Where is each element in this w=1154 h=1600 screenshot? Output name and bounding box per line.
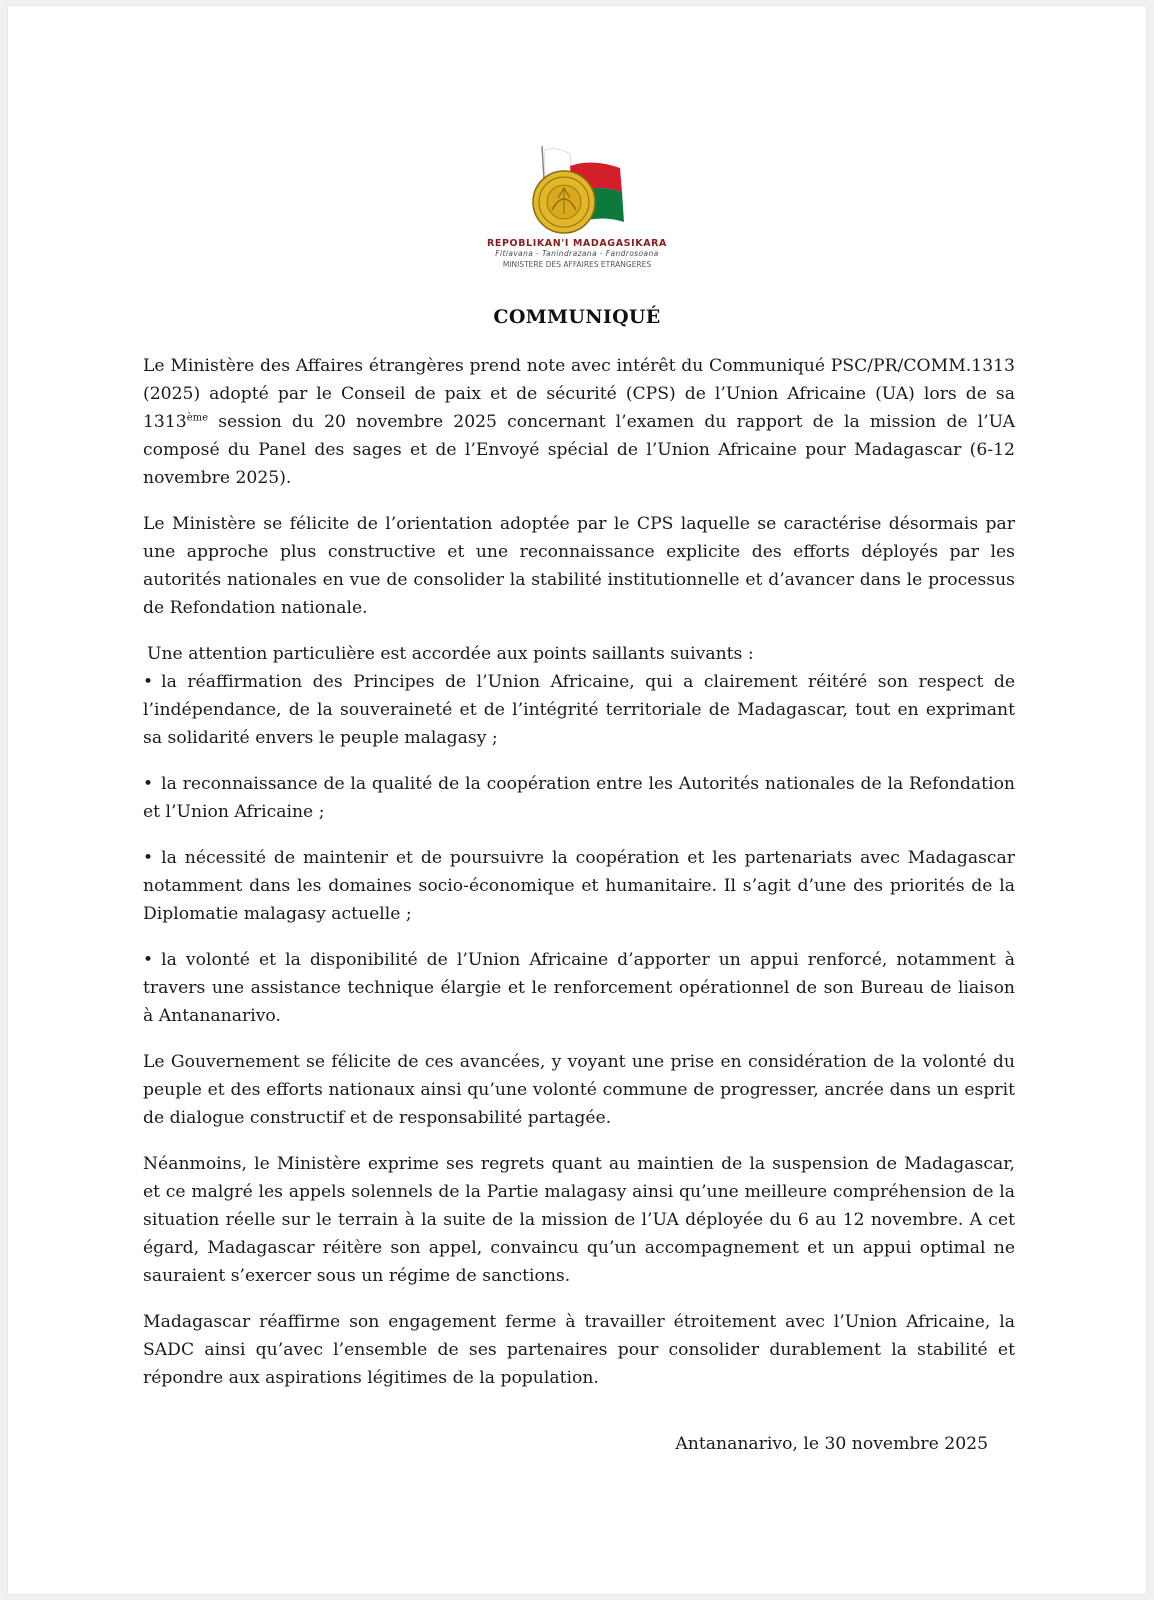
paragraph-1-text-a: Le Ministère des Affaires étrangères prend note avec intérêt du Communiqué PSC/PR/COMM.1313 (2025) adopté par le Conseil de paix et de sécurité (CPS) de l’Union Africaine (UA) lors de sa 1313 — [143, 356, 1015, 432]
document-title: COMMUNIQUÉ — [493, 306, 661, 328]
bullet-item-3: • la nécessité de maintenir et de poursuivre la coopération et les partenariats avec Madagascar notamment dans les domaines socio-économique et humanitaire. Il s’agit d’une des priorités de la Diplomatie malagasy actuelle ; — [143, 844, 1015, 928]
bullet-item-1: • la réaffirmation des Principes de l’Union Africaine, qui a clairement réitéré son respect de l’indépendance, de la souveraineté et de l’intégrité territoriale de Madagascar, tout en exprimant sa solidarité envers le peuple malagasy ; — [143, 668, 1015, 752]
paragraph-1 — [143, 352, 1015, 492]
ordinal-superscript: ème — [186, 412, 209, 424]
paragraph-2: Le Ministère se félicite de l’orientation adoptée par le CPS laquelle se caractérise désormais par une approche plus constructive et une reconnaissance explicite des efforts déployés par les autorités nationales en vue de consolider la stabilité institutionnelle et d’avancer dans le processus de Refondation nationale. — [143, 514, 1015, 618]
republic-name: REPOBLIKAN'I MADAGASIKARA — [486, 238, 668, 249]
bullet-item-4: • la volonté et la disponibilité de l’Union Africaine d’apporter un appui renforcé, notamment à travers une assistance technique élargie et le renforcement opérationnel de son Bureau de liaison à Antananarivo. — [143, 946, 1015, 1030]
paragraph-6: Madagascar réaffirme son engagement ferme à travailler étroitement avec l’Union Africaine, la SADC ainsi qu’avec l’ensemble de ses partenaires pour consolider durablement la stabilité et répondre aux aspirations légitimes de la population. — [143, 1312, 1015, 1388]
paragraph-5: Néanmoins, le Ministère exprime ses regrets quant au maintien de la suspension de Madagascar, et ce malgré les appels solennels de la Partie malagasy ainsi qu’une meilleure compréhension de la situation réelle sur le terrain à la suite de la mission de l’UA déployée du 6 au 12 novembre. A cet égard, Madagascar réitère son appel, convaincu qu’un accompagnement et un appui optimal ne sauraient s’exercer sous un régime de sanctions. — [143, 1154, 1015, 1286]
document-page — [8, 6, 1146, 1594]
place-and-date: Antananarivo, le 30 novembre 2025 — [675, 1434, 988, 1454]
document-body — [143, 352, 1015, 1410]
paragraph-1-text-b: session du 20 novembre 2025 concernant l’examen du rapport de la mission de l’UA composé du Panel des sages et de l’Envoyé spécial de l’Union Africaine pour Madagascar (6-12 novembre 2025). — [143, 412, 1015, 488]
letterhead — [8, 144, 1146, 269]
points-intro: Une attention particulière est accordée aux points saillants suivants : — [147, 644, 754, 664]
paragraph-4: Le Gouvernement se félicite de ces avancées, y voyant une prise en considération de la volonté du peuple et des efforts nationaux ainsi qu’une volonté commune de progresser, ancrée dans un esprit de dialogue constructif et de responsabilité partagée. — [143, 1052, 1015, 1128]
ministry-name: MINISTERE DES AFFAIRES ETRANGERES — [502, 260, 652, 269]
republic-emblem-icon — [512, 144, 642, 240]
republic-motto: Fitiavana - Tanindrazana - Fandrosoana — [495, 249, 659, 258]
bullet-item-2: • la reconnaissance de la qualité de la coopération entre les Autorités nationales de la Refondation et l’Union Africaine ; — [143, 770, 1015, 826]
